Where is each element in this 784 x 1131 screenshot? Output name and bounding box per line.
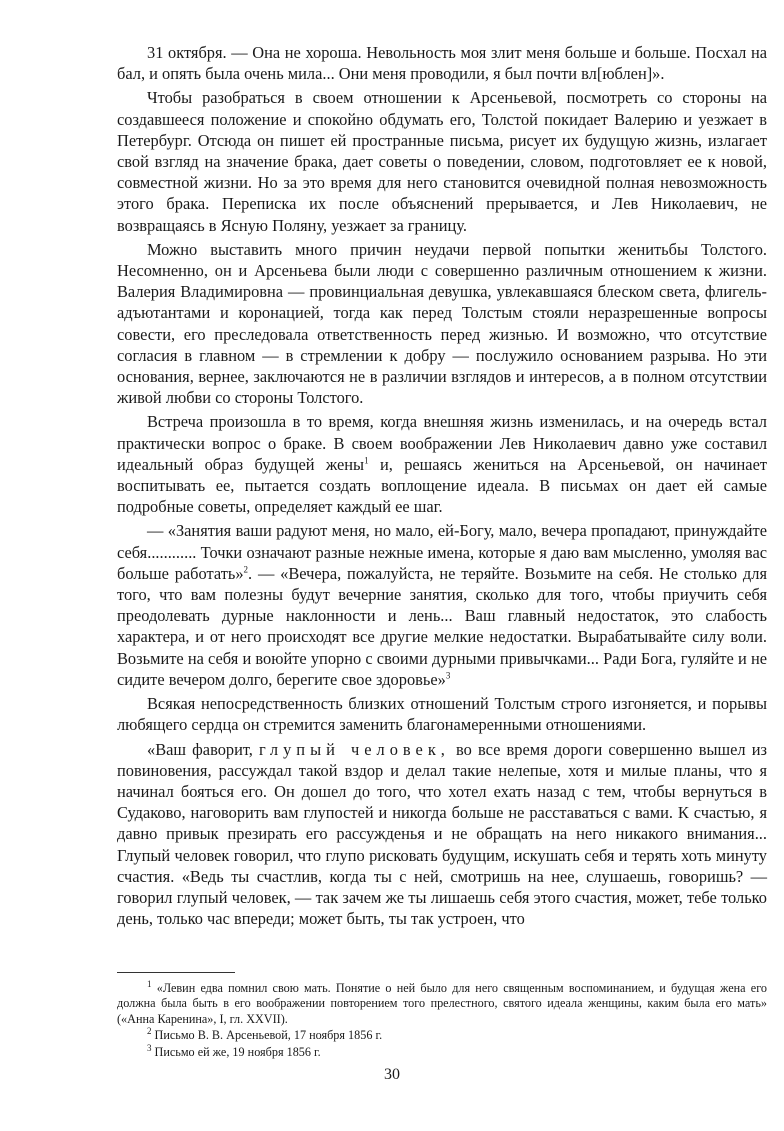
footnote-ref-3[interactable]: 3 xyxy=(445,670,451,681)
letter-quote-1: — «Занятия ваши радуют меня, но мало, ей-Богу, мало, вечера пропадают, принуждайте себя............ Точки означают разные нежные имена, которые я даю вам мысленно, умоляя вас больше работать» xyxy=(117,521,767,583)
paragraph-letter-quote xyxy=(117,520,767,690)
footnote-text-1: «Левин едва помнил свою мать. Понятие о ней было для него священным воспоминанием, и будущая жена его должна была быть в его воображении повторением того прелестного, святого идеала женщины, каким была его мать» («Анна Каренина», I, гл. XXVII). xyxy=(117,981,768,1026)
page-number: 30 xyxy=(384,1066,400,1083)
footnote-mark-3: 3 xyxy=(147,1042,152,1053)
foolish-man-text: во все время дороги совершенно вышел из повиновения, рассуждал такой вздор и делал такие нелепые, хотя и милые планы, что я начинал бояться его. Он дошел до того, что хотел ехать назад с тем, чтобы вернуться в Судаково, наговорить вам глупостей и никогда больше не расставаться с вами. К счастью, я давно привык презирать его рассужденья и не обращать на него никакого внимания... Глупый человек говорил, что глупо рисковать будущим, искушать себя и терять хоть минуту счастия. «Ведь ты счастлив, когда ты с ней, смотришь на нее, слушаешь, говоришь? — говорил глупый человек, — так зачем же ты лишаешь себя этого счастия, может, тебе только день, только час впереди; может быть, ты так устроен, что xyxy=(117,739,767,929)
paragraph-diary-entry: 31 октября. — Она не хороша. Невольность моя злит меня больше и больше. Посхал на бал, и опять была очень мила... Они меня проводили, я был почти вл[юблен]». xyxy=(117,43,767,84)
footnote-1 xyxy=(117,978,768,1027)
footnote-ref-2[interactable]: 2 xyxy=(243,564,249,575)
footnote-mark-2: 2 xyxy=(147,1026,152,1037)
footnote-mark-1: 1 xyxy=(147,978,152,989)
paragraph-spontaneity: Всякая непосредственность близких отношений Толстым строго изгоняется, и порывы любящего сердца он стремится заменить благонамеренными отношениями. xyxy=(117,694,767,735)
main-text xyxy=(117,42,767,932)
footnote-text-3: Письмо ей же, 19 ноября 1856 г. xyxy=(154,1044,321,1059)
footnotes xyxy=(117,972,767,1061)
paragraph-foolish-man xyxy=(117,739,767,930)
footnote-ref-1[interactable]: 1 xyxy=(364,455,369,466)
footnote-text-2: Письмо В. В. Арсеньевой, 17 ноября 1856 г. xyxy=(154,1028,383,1043)
footnote-2 xyxy=(117,1028,767,1043)
foolish-man-spaced: глупый человек, xyxy=(259,739,450,759)
foolish-man-intro: «Ваш фаворит, xyxy=(147,739,253,759)
paragraph-reasons: Можно выставить много причин неудачи первой попытки женитьбы Толстого. Несомненно, он и Арсеньева были люди с совершенно различным отношением к жизни. Валерия Владимировна — провинциальная девушка, увлекавшаяся блеском света, флигель-адъютантами и коронацией, тогда как перед Толстым стояли неразрешенные вопросы совести, его преследовала ответственность перед жизнью. И возможно, что отсутствие согласия в главном — в стремлении к добру — послужило основанием разрыва. Но эти основания, вернее, заключаются не в различии взглядов и интересов, а в полном отсутствии живой любви со стороны Толстого. xyxy=(117,239,767,408)
footnote-3 xyxy=(117,1042,767,1060)
footnote-divider xyxy=(117,972,235,973)
meeting-text-1: Встреча произошла в то время, когда внешняя жизнь изменилась, и на очередь встал практически вопрос о браке. В своем воображении Лев Николаевич давно уже составил идеальный образ будущей жены xyxy=(117,412,767,474)
paragraph-petersburg: Чтобы разобраться в своем отношении к Арсеньевой, посмотреть со стороны на создавшееся положение и спокойно обдумать его, Толстой покидает Валерию и уезжает в Петербург. Отсюда он пишет ей пространные письма, рисует их будущую жизнь, излагает свой взгляд на значение брака, дает советы о поведении, словом, подготовляет ее к новой, совместной жизни. Но за это время для него становится очевидной полная невозможность этого брака. Переписка их после объяснений прерывается, и Лев Николаевич, не возвращаясь в Ясную Поляну, уезжает за границу. xyxy=(117,88,767,235)
meeting-text-2: и, решаясь жениться на Арсеньевой, он начинает воспитывать ее, пытается создать воплощение идеала. В письмах он дает ей самые подробные советы, определяет каждый ее шаг. xyxy=(117,454,768,517)
paragraph-meeting xyxy=(117,411,767,517)
letter-quote-2: . — «Вечера, пожалуйста, не теряйте. Возьмите на себя. Не столько для того, что вам полезны будут вечерние занятия, сколько для того, чтобы приучить себя преодолевать дурные наклонности и лень... Ваш главный недостаток, это слабость характера, и от него происходят все другие мелкие недостатки. Вырабатывайте силу воли. Возьмите на себя и воюйте упорно с своими дурными привычками... Ради Бога, гуляйте и не сидите вечером долго, берегите свое здоровье» xyxy=(117,563,767,689)
